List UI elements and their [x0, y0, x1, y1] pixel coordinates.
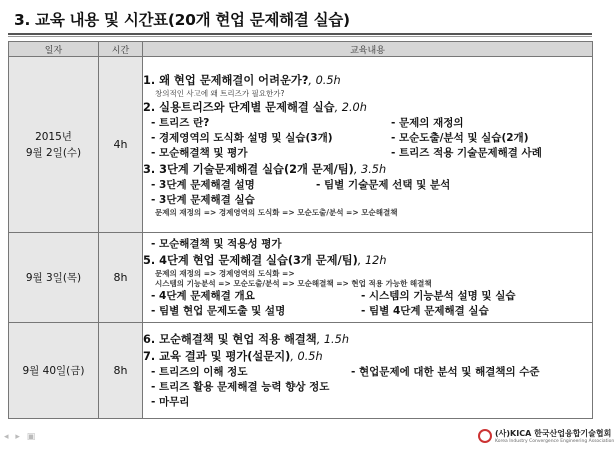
item-note: 문제의 재정의 => 경제영역의 도식화 => — [155, 268, 295, 278]
date-cell: 9월 40일(금) — [9, 323, 99, 419]
page-title: 3. 교육 내용 및 시간표(20개 현업 문제해결 실습) — [14, 11, 350, 29]
item-hours: , 0.5h — [308, 73, 341, 87]
time-cell: 8h — [99, 233, 143, 323]
logo-text: (사)KICA 한국산업융합기술협회 — [495, 429, 612, 438]
bullet-item: - 경제영역의 도식화 설명 및 실습(3개) — [151, 131, 333, 144]
association-logo — [478, 428, 614, 444]
item-title: 7. 교육 결과 및 평가(설문지) — [143, 350, 291, 363]
item-heading — [143, 331, 592, 348]
slide-nav-icons[interactable]: ◂ ▸ ▣ — [4, 432, 38, 442]
header-date: 일자 — [9, 42, 99, 57]
item-title: 5. 4단계 현업 문제해결 실습(3개 문제/팀) — [143, 253, 358, 267]
item-title: 6. 모순해결책 및 현업 적용 해결책 — [143, 333, 317, 346]
bullet-item: - 3단계 문제해결 실습 — [151, 193, 255, 206]
table-row — [9, 233, 593, 323]
bullet-item: - 모순해결책 및 평가 — [151, 146, 248, 159]
bullet-item: - 트리즈의 이해 정도 — [151, 366, 248, 378]
bullet-row — [143, 131, 592, 146]
bullet-item: - 마무리 — [151, 396, 190, 408]
bullet-row — [143, 304, 592, 319]
bullet-item: - 현업문제에 대한 분석 및 해결책의 수준 — [351, 366, 540, 378]
table-header-row — [9, 42, 593, 57]
header-time: 시간 — [99, 42, 143, 57]
time-cell: 4h — [99, 57, 143, 233]
item-heading — [143, 252, 592, 269]
title-bar — [0, 6, 600, 34]
logo-subtext: Korea Industry Convergence Engineering Association — [495, 439, 614, 444]
bullet-item: - 4단계 문제해결 개요 — [151, 289, 255, 302]
bullet-row — [143, 116, 592, 131]
item-hours: , 0.5h — [290, 350, 323, 363]
time-cell: 8h — [99, 323, 143, 419]
bullet-item: - 문제의 재정의 — [391, 116, 464, 129]
item-hours: , 12h — [357, 253, 387, 267]
title-underline-thin — [8, 36, 592, 37]
bullet-item: - 트리즈 적용 기술문제해결 사례 — [391, 146, 542, 159]
bullet-item: - 팀별 기술문제 선택 및 분석 — [316, 178, 451, 191]
bullet-item: - 트리즈 활용 문제해결 능력 향상 정도 — [151, 381, 330, 393]
bullet-item: - 팀별 현업 문제도출 및 설명 — [151, 304, 286, 317]
bullet-row — [143, 289, 592, 304]
date-cell: 9월 3일(목) — [9, 233, 99, 323]
item-note: 문제의 재정의 => 경제영역의 도식화 => 모순도출/분석 => 모순해결책 — [155, 207, 398, 217]
item-heading — [143, 72, 592, 89]
date-day: 9월 2일(수) — [25, 146, 82, 159]
item-note: 시스템의 기능분석 => 모순도출/분석 => 모순해결책 => 현업 적용 가능한 해결책 — [155, 278, 432, 288]
bullet-item: - 3단계 문제해결 설명 — [151, 178, 255, 191]
content-cell — [143, 233, 593, 323]
item-heading — [143, 99, 592, 116]
content-cell — [143, 57, 593, 233]
item-title: 3. 3단계 기술문제해결 실습(2개 문제/팀) — [143, 162, 354, 176]
table-row — [9, 57, 593, 233]
content-cell — [143, 323, 593, 419]
logo-emblem-icon — [478, 429, 492, 443]
item-hours: , 2.0h — [334, 100, 367, 114]
date-cell — [9, 57, 99, 233]
bullet-item: - 트리즈 란? — [151, 116, 210, 129]
bullet-row — [143, 178, 592, 193]
item-note: 창의적인 사고에 왜 트리즈가 필요한가? — [155, 88, 285, 98]
header-content: 교육내용 — [143, 42, 593, 57]
bullet-row — [143, 365, 592, 380]
schedule-table — [8, 41, 593, 419]
item-hours: , 3.5h — [353, 162, 387, 176]
bullet-row — [143, 146, 592, 161]
item-title: 1. 왜 현업 문제해결이 어려운가? — [143, 73, 309, 87]
bullet-item: - 팀별 4단계 문제해결 실습 — [361, 304, 489, 317]
bullet-item: - 모순해결책 및 적용성 평가 — [151, 237, 282, 250]
item-heading — [143, 348, 592, 365]
table-row — [9, 323, 593, 419]
item-hours: , 1.5h — [316, 333, 349, 346]
bullet-item: - 시스템의 기능분석 설명 및 실습 — [361, 289, 516, 302]
item-title: 2. 실용트리즈와 단계별 문제해결 실습 — [143, 100, 335, 114]
bullet-item: - 모순도출/분석 및 실습(2개) — [391, 131, 529, 144]
item-heading — [143, 161, 592, 178]
title-underline — [8, 33, 592, 35]
date-year: 2015년 — [35, 130, 72, 143]
